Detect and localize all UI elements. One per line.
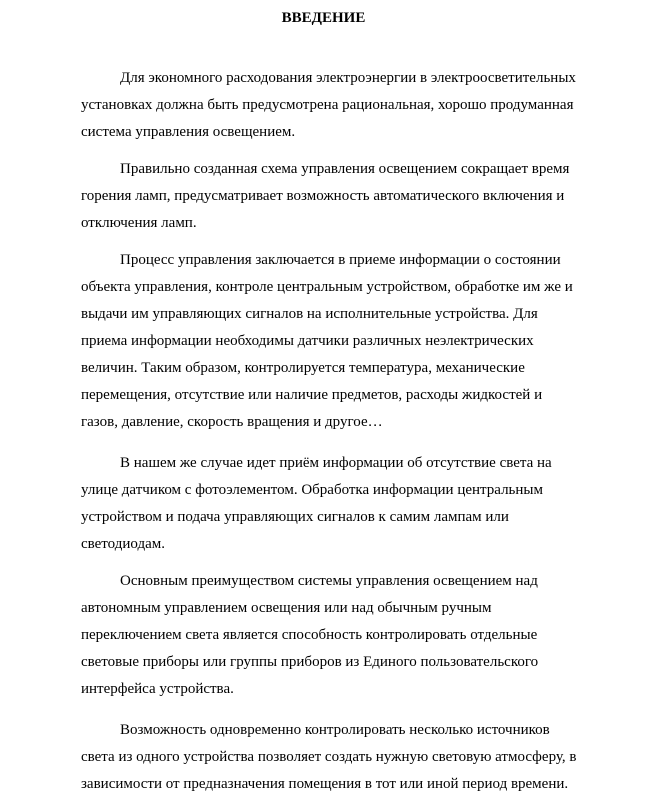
paragraph-line: Для экономного расходования электроэнергии в электроосветительных: [120, 70, 576, 86]
paragraph-line: устройством и подача управляющих сигналов к самим лампам или: [81, 509, 509, 525]
paragraph-line: Возможность одновременно контролировать несколько источников: [120, 722, 550, 738]
paragraph-line: улице датчиком с фотоэлементом. Обработка информации центральным: [81, 482, 543, 498]
paragraph-line: выдачи им управляющих сигналов на исполнительные устройства. Для: [81, 306, 538, 322]
paragraph-line: световые приборы или группы приборов из Единого пользовательского: [81, 654, 539, 670]
paragraph-line: переключением света является способность контролировать отдельные: [81, 627, 538, 643]
paragraph-line: светодиодам.: [81, 536, 165, 552]
paragraph-line: интерфейса устройства.: [81, 681, 234, 697]
paragraph-line: Основным преимуществом системы управления освещением над: [120, 573, 538, 589]
paragraph-line: приема информации необходимы датчики различных неэлектрических: [81, 333, 534, 349]
paragraph-line: отключения ламп.: [81, 215, 197, 231]
paragraph-line: объекта управления, контроле центральным устройством, обработке им же и: [81, 279, 573, 295]
paragraph-line: Правильно созданная схема управления освещением сокращает время: [120, 161, 570, 177]
paragraph-line: величин. Таким образом, контролируется температура, механические: [81, 360, 525, 376]
paragraph-line: установках должна быть предусмотрена рациональная, хорошо продуманная: [81, 97, 574, 113]
paragraph-line: зависимости от предназначения помещения в тот или иной период времени.: [81, 776, 569, 792]
paragraph-line: горения ламп, предусматривает возможность автоматического включения и: [81, 188, 565, 204]
page-title: ВВЕДЕНИЕ: [281, 10, 366, 26]
paragraph-line: Процесс управления заключается в приеме информации о состоянии: [120, 252, 561, 268]
paragraph-line: газов, давление, скорость вращения и другое…: [81, 414, 383, 430]
paragraph-line: перемещения, отсутствие или наличие предметов, расходы жидкостей и: [81, 387, 543, 403]
paragraph-line: света из одного устройства позволяет создать нужную световую атмосферу, в: [81, 749, 577, 765]
paragraph-line: система управления освещением.: [81, 124, 296, 140]
paragraph-line: автономным управлением освещения или над обычным ручным: [81, 600, 492, 616]
paragraph-line: В нашем же случае идет приём информации об отсутствие света на: [120, 455, 552, 471]
